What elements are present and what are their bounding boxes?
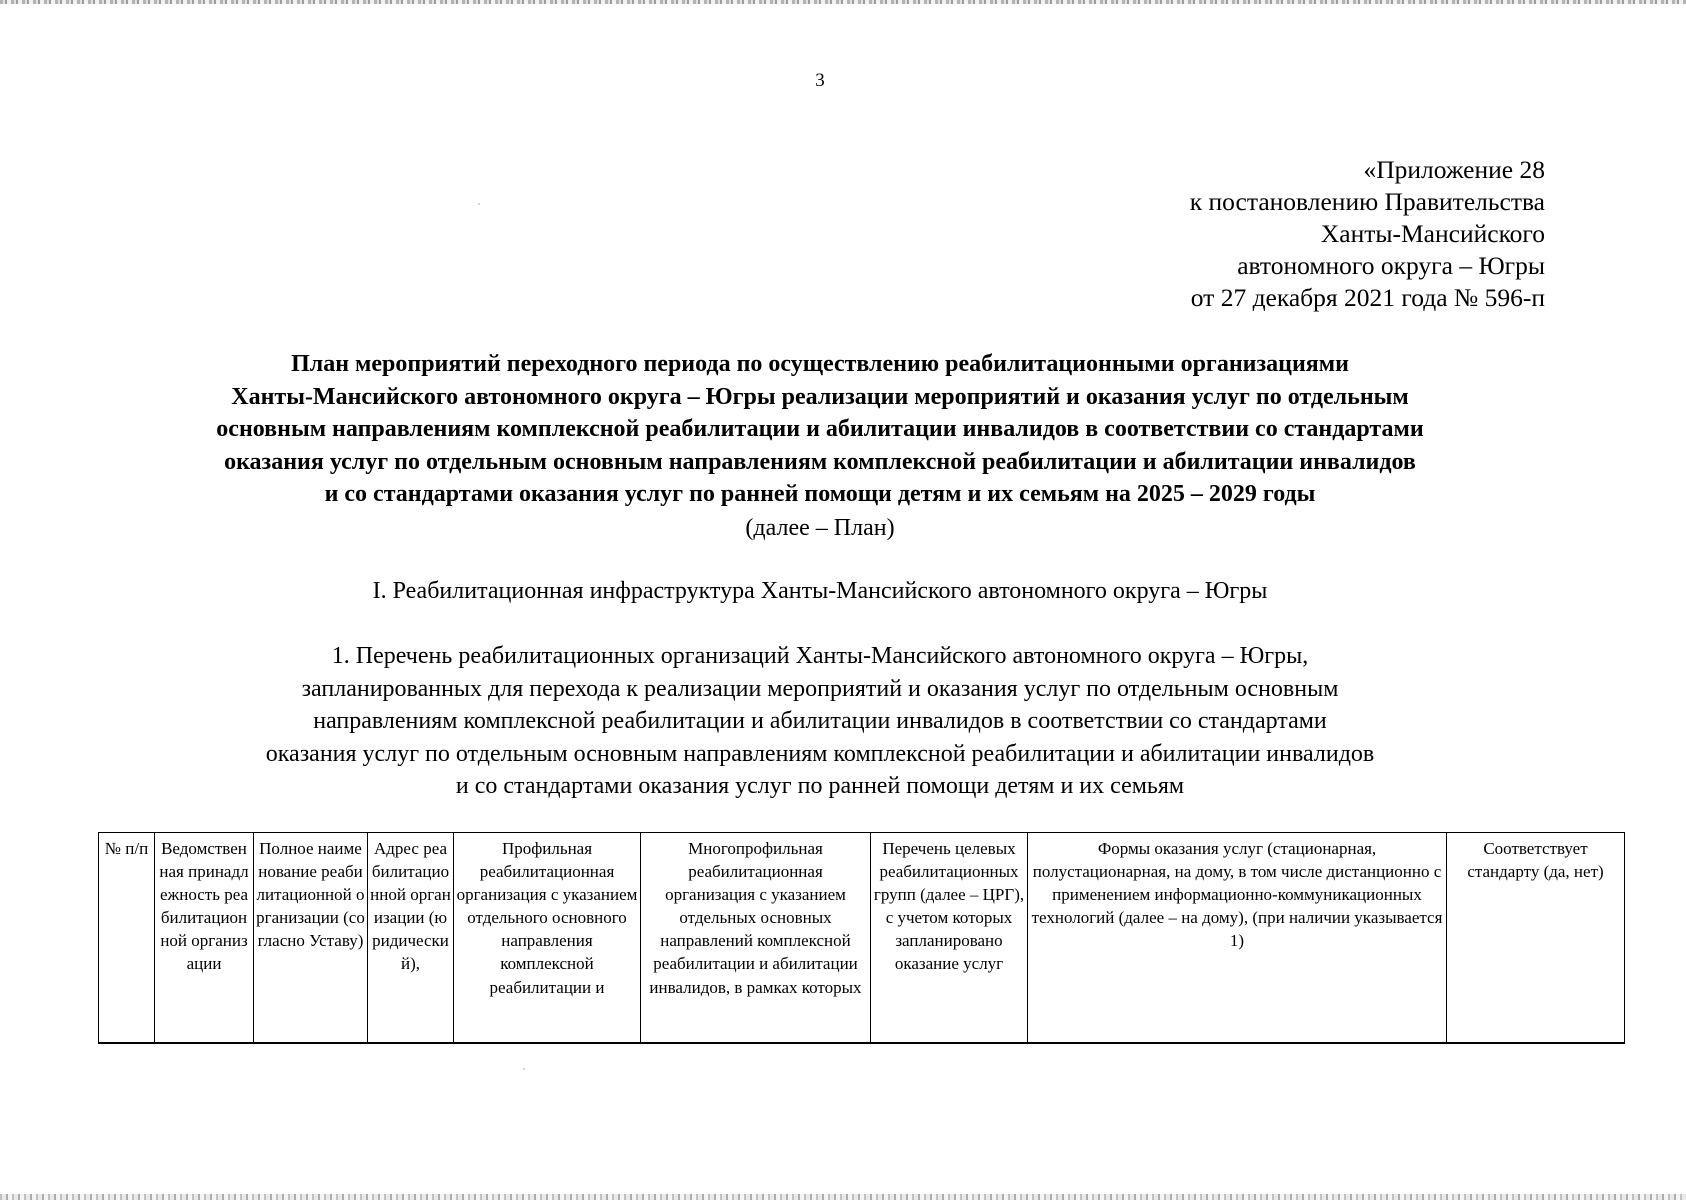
column-header-multiprofile-organization: Многопрофильная реабилитационная организация с указанием отдельных основных направлений комплексной реабилитации и абилитации инвалидов, в рамках которых — [641, 833, 871, 1044]
scan-speck — [478, 203, 480, 205]
organizations-table — [98, 832, 1625, 1044]
title-line: основным направлениям комплексной реабилитации и абилитации инвалидов в соответствии со стандартами — [216, 416, 1424, 442]
annex-line: Ханты-Мансийского — [1320, 219, 1545, 248]
subsection-line: 1. Перечень реабилитационных организаций Ханты-Мансийского автономного округа – Югры, — [331, 643, 1309, 669]
subsection-line: оказания услуг по отдельным основным направлениям комплексной реабилитации и абилитации инвалидов — [265, 740, 1375, 767]
subsection-heading — [60, 640, 1580, 803]
annex-line: от 27 декабря 2021 года № 596-п — [1190, 283, 1545, 312]
subsection-line: запланированных для перехода к реализации мероприятий и оказания услуг по отдельным основным — [301, 675, 1339, 702]
annex-line: к постановлению Правительства — [1189, 187, 1545, 216]
annex-line: «Приложение 28 — [1363, 155, 1545, 184]
scan-edge-top — [0, 0, 1686, 4]
subsection-line: и со стандартами оказания услуг по ранней помощи детям и их семьям — [455, 773, 1185, 799]
title-line: и со стандартами оказания услуг по ранней помощи детям и их семьям на 2025 – 2029 годы — [324, 481, 1316, 507]
column-header-profile-organization: Профильная реабилитационная организация с указанием отдельного основного направления комплексной реабилитации и — [454, 833, 641, 1044]
column-header-standard-compliance: Соответствует стандарту (да, нет) — [1447, 833, 1625, 1044]
title-line: Ханты-Мансийского автономного округа – Югры реализации мероприятий и оказания услуг по отдельным — [231, 383, 1409, 410]
annex-line: автономного округа – Югры — [1237, 251, 1545, 280]
title-line: План мероприятий переходного периода по осуществлению реабилитационными организациями — [291, 351, 1349, 377]
section-heading: I. Реабилитационная инфраструктура Ханты-Мансийского автономного округа – Югры — [372, 578, 1268, 604]
annex-block — [1190, 154, 1545, 314]
title-note: (далее – План) — [745, 515, 895, 541]
title-line: оказания услуг по отдельным основным направлениям комплексной реабилитации и абилитации инвалидов — [224, 448, 1416, 475]
column-header-address: Адрес реабилитационной организации (юридический), — [368, 833, 454, 1044]
scan-edge-bottom — [0, 1194, 1686, 1200]
column-header-number: № п/п — [99, 833, 155, 1044]
column-header-full-name: Полное наименование реабилитационной организации (согласно Уставу) — [254, 833, 368, 1044]
column-header-service-forms: Формы оказания услуг (стационарная, полустационарная, на дому, в том числе дистанционно с применением информационно-коммуникационных технологий (далее – на дому), (при наличии указывается 1) — [1028, 833, 1447, 1044]
document-title — [60, 348, 1580, 511]
subsection-line: направлениям комплексной реабилитации и абилитации инвалидов в соответствии со стандартами — [313, 708, 1327, 734]
page-number: 3 — [815, 70, 825, 91]
table-header-row — [99, 833, 1625, 1044]
column-header-affiliation: Ведомственная принадлежность реабилитационной организации — [155, 833, 254, 1044]
column-header-target-groups: Перечень целевых реабилитационных групп (далее – ЦРГ), с учетом которых запланировано оказание услуг — [871, 833, 1028, 1044]
scan-speck — [523, 1068, 525, 1070]
